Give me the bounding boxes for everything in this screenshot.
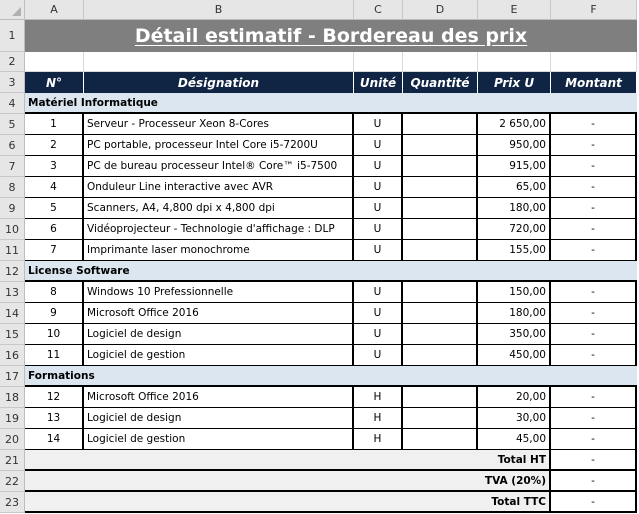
item-quantity[interactable]: [403, 219, 478, 240]
blank-row: [25, 52, 637, 72]
row-header[interactable]: 11: [0, 240, 25, 261]
column-title[interactable]: Quantité: [403, 72, 478, 93]
item-unit-price[interactable]: 30,00: [478, 408, 551, 429]
item-unit-price[interactable]: 180,00: [478, 198, 551, 219]
item-unit[interactable]: U: [354, 324, 403, 345]
table-row: [25, 303, 637, 324]
total-value[interactable]: -: [551, 450, 637, 471]
row-header[interactable]: 18: [0, 387, 25, 408]
item-unit-price[interactable]: 350,00: [478, 324, 551, 345]
item-number[interactable]: 10: [25, 324, 84, 345]
item-amount[interactable]: -: [551, 219, 637, 240]
total-label[interactable]: TVA (20%): [25, 471, 551, 492]
item-amount[interactable]: -: [551, 303, 637, 324]
row-header[interactable]: 12: [0, 261, 25, 282]
item-amount[interactable]: -: [551, 282, 637, 303]
table-row: [25, 219, 637, 240]
select-all-button[interactable]: [0, 0, 25, 20]
row-header[interactable]: 2: [0, 52, 25, 72]
total-row: [25, 450, 637, 471]
item-designation[interactable]: Imprimante laser monochrome: [84, 240, 354, 261]
row-header[interactable]: 9: [0, 198, 25, 219]
item-unit-price[interactable]: 180,00: [478, 303, 551, 324]
item-number[interactable]: 13: [25, 408, 84, 429]
item-unit[interactable]: U: [354, 282, 403, 303]
section-row: [25, 261, 637, 282]
item-unit[interactable]: H: [354, 408, 403, 429]
row-header[interactable]: 10: [0, 219, 25, 240]
item-quantity[interactable]: [403, 135, 478, 156]
table-row: [25, 282, 637, 303]
section-label[interactable]: Matériel Informatique: [25, 93, 637, 114]
header-row: [25, 72, 637, 93]
item-unit-price[interactable]: 950,00: [478, 135, 551, 156]
item-designation[interactable]: Onduleur Line interactive avec AVR: [84, 177, 354, 198]
table-row: [25, 408, 637, 429]
item-unit-price[interactable]: 65,00: [478, 177, 551, 198]
item-quantity[interactable]: [403, 303, 478, 324]
item-unit[interactable]: H: [354, 429, 403, 450]
item-unit[interactable]: U: [354, 135, 403, 156]
item-amount[interactable]: -: [551, 345, 637, 366]
column-title[interactable]: N°: [25, 72, 84, 93]
section-label[interactable]: License Software: [25, 261, 637, 282]
total-row: [25, 492, 637, 513]
item-quantity[interactable]: [403, 177, 478, 198]
item-number[interactable]: 3: [25, 156, 84, 177]
row-header[interactable]: 14: [0, 303, 25, 324]
column-header-a[interactable]: A: [25, 0, 84, 20]
row-header[interactable]: 17: [0, 366, 25, 387]
sheet-title[interactable]: Détail estimatif - Bordereau des prix: [25, 20, 637, 52]
total-value[interactable]: -: [551, 492, 637, 513]
item-number[interactable]: 7: [25, 240, 84, 261]
total-label[interactable]: Total TTC: [25, 492, 551, 513]
item-number[interactable]: 5: [25, 198, 84, 219]
item-amount[interactable]: -: [551, 135, 637, 156]
empty-cell[interactable]: [25, 52, 84, 72]
table-row: [25, 177, 637, 198]
column-header-d[interactable]: D: [403, 0, 478, 20]
item-unit-price[interactable]: 150,00: [478, 282, 551, 303]
row-header[interactable]: 13: [0, 282, 25, 303]
empty-cell[interactable]: [478, 52, 551, 72]
table-row: [25, 198, 637, 219]
table-row: [25, 387, 637, 408]
item-unit[interactable]: U: [354, 198, 403, 219]
item-amount[interactable]: -: [551, 408, 637, 429]
row-header[interactable]: 19: [0, 408, 25, 429]
row-header[interactable]: 23: [0, 492, 25, 513]
row-header[interactable]: 1: [0, 20, 25, 52]
row-header[interactable]: 8: [0, 177, 25, 198]
row-header[interactable]: 21: [0, 450, 25, 471]
empty-cell[interactable]: [84, 52, 354, 72]
section-label[interactable]: Formations: [25, 366, 637, 387]
total-value[interactable]: -: [551, 471, 637, 492]
item-number[interactable]: 4: [25, 177, 84, 198]
item-number[interactable]: 1: [25, 114, 84, 135]
column-title[interactable]: Désignation: [84, 72, 354, 93]
item-amount[interactable]: -: [551, 156, 637, 177]
item-unit-price[interactable]: 155,00: [478, 240, 551, 261]
empty-cell[interactable]: [354, 52, 403, 72]
item-quantity[interactable]: [403, 156, 478, 177]
table-row: [25, 135, 637, 156]
row-header[interactable]: 5: [0, 114, 25, 135]
item-designation[interactable]: PC de bureau processeur Intel® Core™ i5-7500: [84, 156, 354, 177]
total-row: [25, 471, 637, 492]
item-quantity[interactable]: [403, 240, 478, 261]
item-quantity[interactable]: [403, 324, 478, 345]
item-number[interactable]: 6: [25, 219, 84, 240]
row-header[interactable]: 16: [0, 345, 25, 366]
item-quantity[interactable]: [403, 198, 478, 219]
item-designation[interactable]: Microsoft Office 2016: [84, 303, 354, 324]
total-label[interactable]: Total HT: [25, 450, 551, 471]
column-title[interactable]: Prix U: [478, 72, 551, 93]
item-number[interactable]: 9: [25, 303, 84, 324]
item-amount[interactable]: -: [551, 114, 637, 135]
row-header[interactable]: 22: [0, 471, 25, 492]
item-number[interactable]: 11: [25, 345, 84, 366]
section-row: [25, 93, 637, 114]
item-unit-price[interactable]: 915,00: [478, 156, 551, 177]
row-header[interactable]: 7: [0, 156, 25, 177]
table-row: [25, 114, 637, 135]
item-quantity[interactable]: [403, 114, 478, 135]
column-header-f[interactable]: F: [551, 0, 637, 20]
item-unit-price[interactable]: 450,00: [478, 345, 551, 366]
section-row: [25, 366, 637, 387]
column-header-b[interactable]: B: [84, 0, 354, 20]
item-amount[interactable]: -: [551, 324, 637, 345]
item-amount[interactable]: -: [551, 429, 637, 450]
item-unit[interactable]: H: [354, 387, 403, 408]
item-amount[interactable]: -: [551, 387, 637, 408]
item-amount[interactable]: -: [551, 198, 637, 219]
table-row: [25, 345, 637, 366]
item-designation[interactable]: Logiciel de gestion: [84, 345, 354, 366]
item-quantity[interactable]: [403, 387, 478, 408]
item-designation[interactable]: PC portable, processeur Intel Core i5-7200U: [84, 135, 354, 156]
item-unit[interactable]: U: [354, 156, 403, 177]
item-designation[interactable]: Vidéoprojecteur - Technologie d'affichage : DLP: [84, 219, 354, 240]
row-header[interactable]: 15: [0, 324, 25, 345]
row-header[interactable]: 20: [0, 429, 25, 450]
item-unit-price[interactable]: 720,00: [478, 219, 551, 240]
row-header[interactable]: 4: [0, 93, 25, 114]
item-number[interactable]: 14: [25, 429, 84, 450]
item-designation[interactable]: Microsoft Office 2016: [84, 387, 354, 408]
item-designation[interactable]: Scanners, A4, 4,800 dpi x 4,800 dpi: [84, 198, 354, 219]
item-designation[interactable]: Logiciel de design: [84, 324, 354, 345]
item-designation[interactable]: Logiciel de gestion: [84, 429, 354, 450]
item-unit[interactable]: U: [354, 240, 403, 261]
empty-cell[interactable]: [403, 52, 478, 72]
item-number[interactable]: 8: [25, 282, 84, 303]
item-unit-price[interactable]: 20,00: [478, 387, 551, 408]
column-header-c[interactable]: C: [354, 0, 403, 20]
item-quantity[interactable]: [403, 408, 478, 429]
item-amount[interactable]: -: [551, 240, 637, 261]
table-row: [25, 240, 637, 261]
item-number[interactable]: 2: [25, 135, 84, 156]
item-designation[interactable]: Logiciel de design: [84, 408, 354, 429]
item-designation[interactable]: Windows 10 Prefessionnelle: [84, 282, 354, 303]
column-header-e[interactable]: E: [478, 0, 551, 20]
item-unit[interactable]: U: [354, 219, 403, 240]
row-header[interactable]: 3: [0, 72, 25, 93]
empty-cell[interactable]: [551, 52, 637, 72]
column-title[interactable]: Unité: [354, 72, 403, 93]
table-row: [25, 156, 637, 177]
row-header[interactable]: 6: [0, 135, 25, 156]
item-unit-price[interactable]: 45,00: [478, 429, 551, 450]
item-quantity[interactable]: [403, 345, 478, 366]
table-row: [25, 429, 637, 450]
item-unit-price[interactable]: 2 650,00: [478, 114, 551, 135]
item-unit[interactable]: U: [354, 114, 403, 135]
title-row: [25, 20, 637, 52]
column-title[interactable]: Montant: [551, 72, 637, 93]
item-quantity[interactable]: [403, 282, 478, 303]
item-unit[interactable]: U: [354, 345, 403, 366]
item-unit[interactable]: U: [354, 303, 403, 324]
item-number[interactable]: 12: [25, 387, 84, 408]
item-amount[interactable]: -: [551, 177, 637, 198]
table-row: [25, 324, 637, 345]
item-designation[interactable]: Serveur - Processeur Xeon 8-Cores: [84, 114, 354, 135]
item-unit[interactable]: U: [354, 177, 403, 198]
item-quantity[interactable]: [403, 429, 478, 450]
